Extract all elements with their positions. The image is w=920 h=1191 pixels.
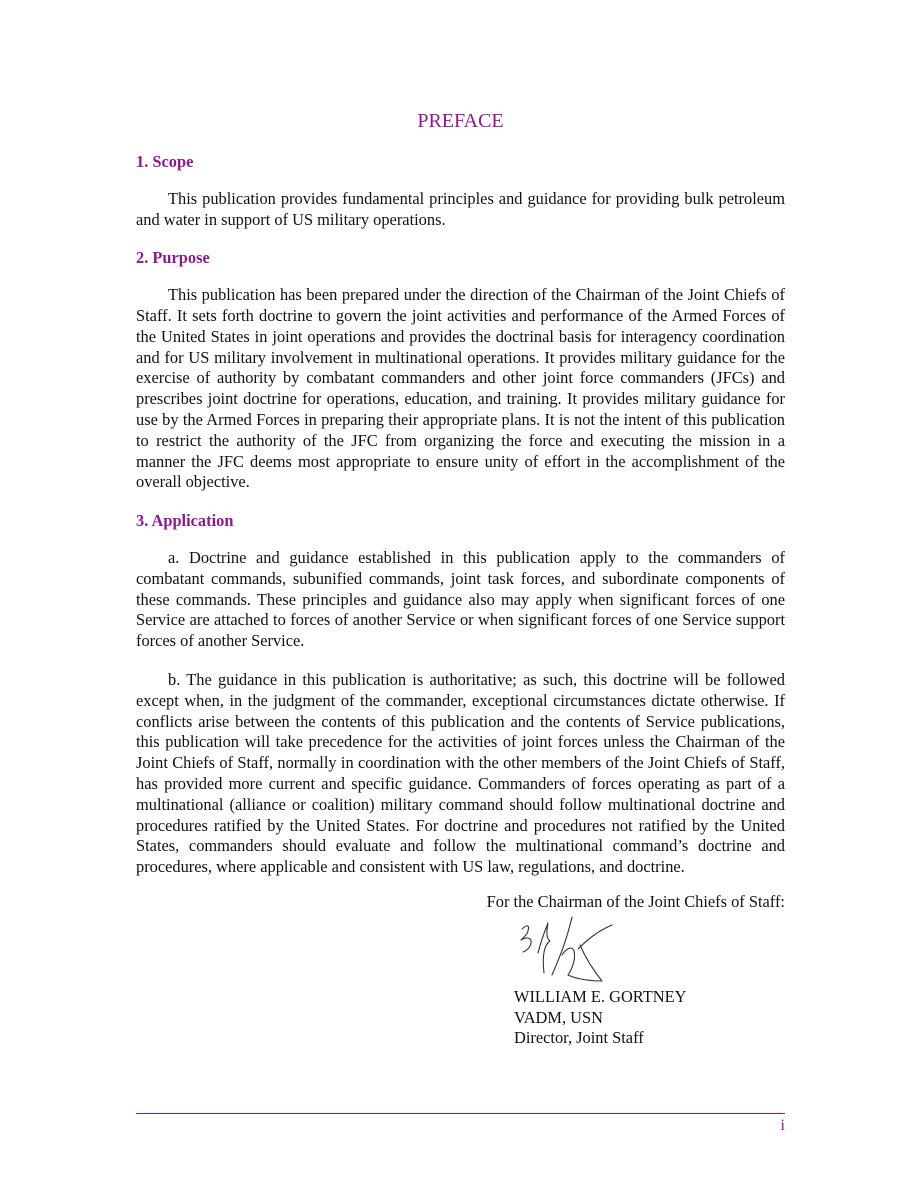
section-heading-scope: 1. Scope — [136, 152, 194, 171]
footer-divider — [136, 1113, 785, 1114]
section-heading-application: 3. Application — [136, 511, 234, 531]
page-title: PREFACE — [417, 110, 504, 132]
signer-rank: VADM, USN — [514, 1007, 603, 1027]
section-application — [136, 511, 785, 878]
signer-position: Director, Joint Staff — [514, 1028, 644, 1048]
section-scope — [136, 152, 785, 230]
signer-name: WILLIAM E. GORTNEY — [514, 986, 687, 1006]
signature-block — [136, 892, 785, 1049]
handwritten-signature — [514, 915, 614, 985]
signature-intro: For the Chairman of the Joint Chiefs of Staff: — [486, 891, 785, 911]
scope-paragraph: This publication provides fundamental principles and guidance for providing bulk petroleum and water in support of US military operations. — [136, 188, 785, 229]
signer-details — [514, 987, 785, 1049]
purpose-paragraph: This publication has been prepared under the direction of the Chairman of the Joint Chiefs of Staff. It sets forth doctrine to govern the joint activities and performance of the Armed Forces of the United States in joint operations and provides the doctrinal basis for interagency coordination and for US military involvement in multinational operations. It provides military guidance for the exercise of authority by combatant commanders and other joint force commanders (JFCs) and prescribes joint doctrine for operations, education, and training. It provides military guidance for use by the Armed Forces in preparing their appropriate plans. It is not the intent of this publication to restrict the authority of the JFC from organizing the force and executing the mission in a manner the JFC deems most appropriate to ensure unity of effort in the accomplishment of the overall objective. — [136, 285, 785, 492]
application-paragraph-b: b. The guidance in this publication is authoritative; as such, this doctrine will be followed except when, in the judgment of the commander, exceptional circumstances dictate otherwise. If conflicts arise between the contents of this publication and the contents of Service publications, this publication will take precedence for the activities of joint forces unless the Chairman of the Joint Chiefs of Staff, normally in coordination with the other members of the Joint Chiefs of Staff, has provided more current and specific guidance. Commanders of forces operating as part of a multinational (alliance or coalition) military command should follow multinational doctrine and procedures ratified by the United States. For doctrine and procedures not ratified by the United States, commanders should evaluate and follow the multinational command’s doctrine and procedures, where applicable and consistent with US law, regulations, and doctrine. — [136, 669, 785, 877]
section-purpose — [136, 248, 785, 493]
preface-content — [136, 108, 785, 1049]
section-heading-purpose: 2. Purpose — [136, 248, 210, 268]
application-paragraph-a: a. Doctrine and guidance established in this publication apply to the commanders of combatant commands, subunified commands, joint task forces, and subordinate components of these commands. These principles and guidance also may apply when significant forces of one Service are attached to forces of another Service or when significant forces of one Service support forces of another Service. — [136, 547, 785, 651]
page-number: i — [780, 1117, 785, 1134]
